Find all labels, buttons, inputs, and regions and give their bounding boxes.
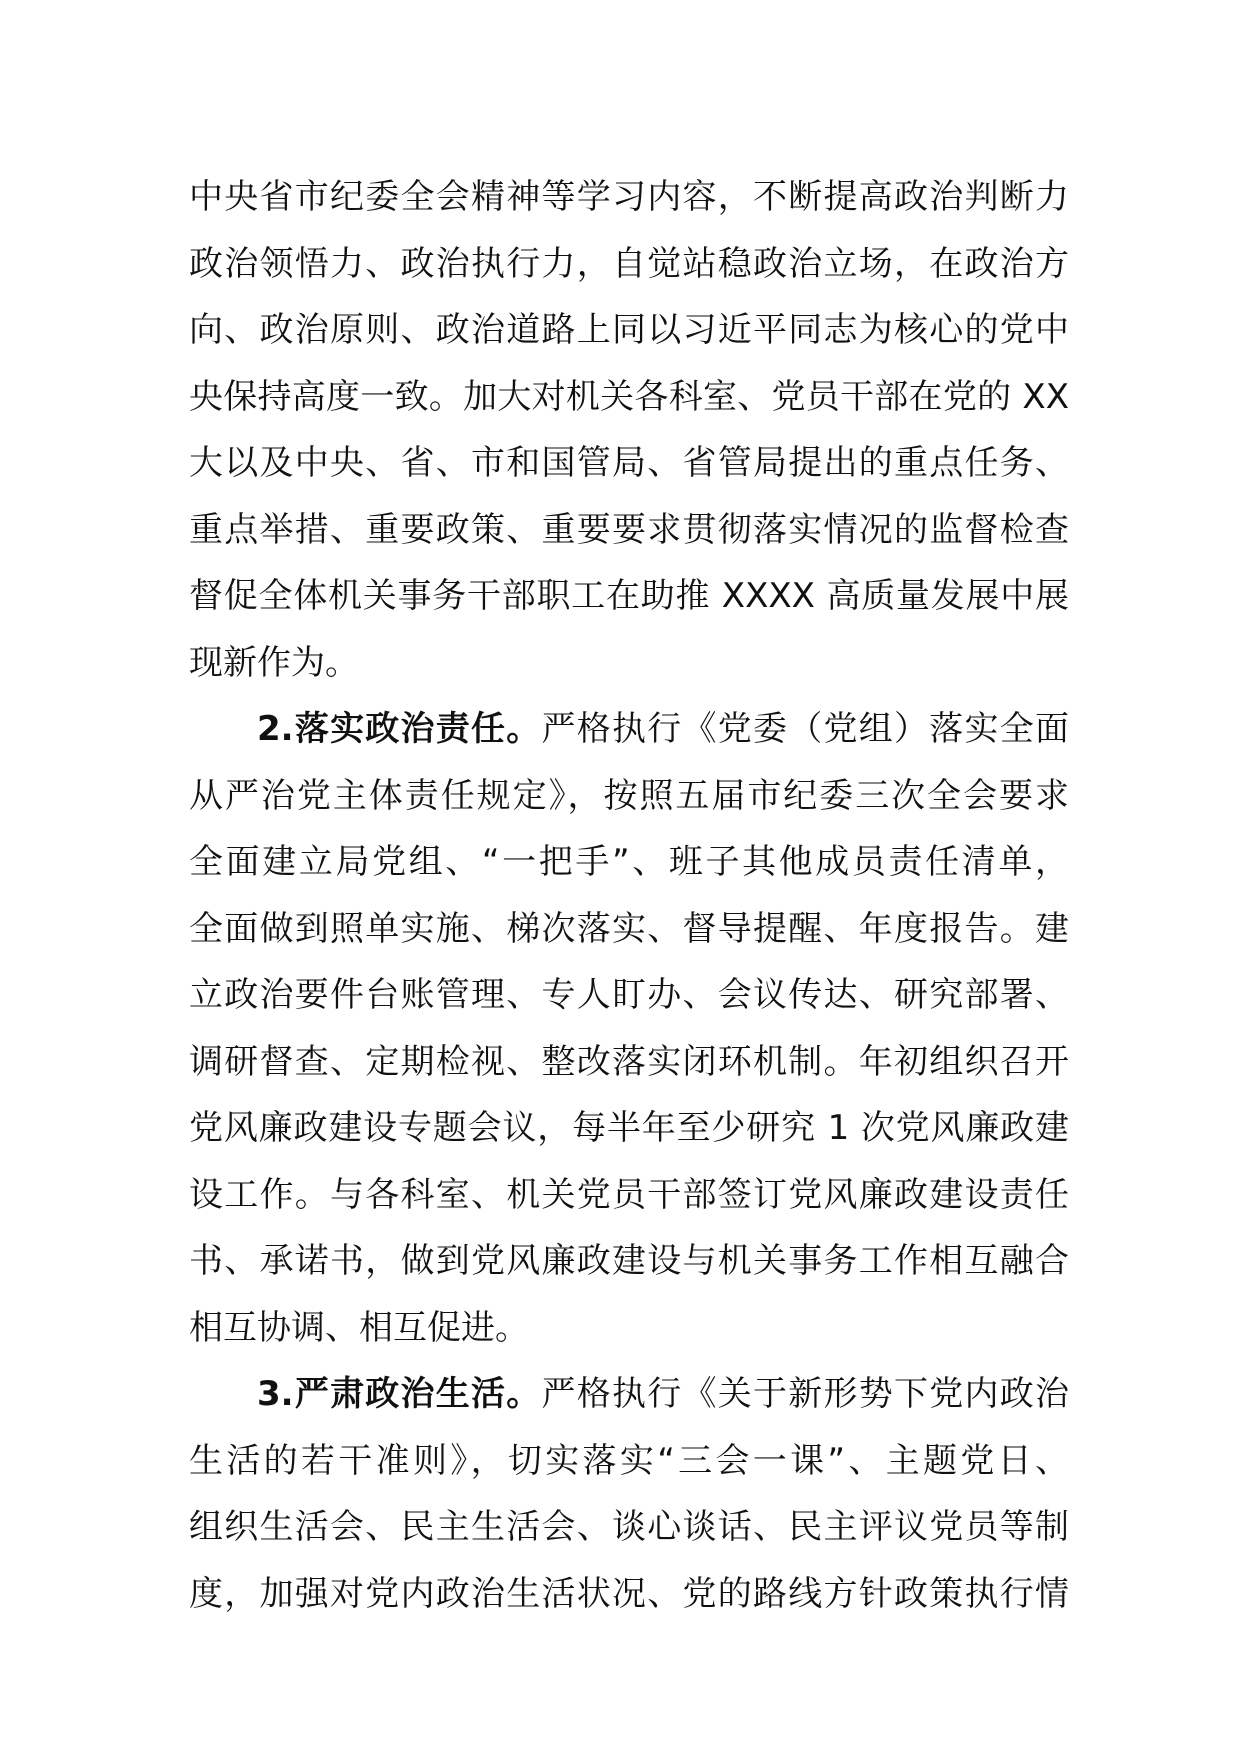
document-body: [189, 164, 1069, 1627]
section-3-first-line-text: 严格执行《关于新形势下党内政治: [541, 1374, 1069, 1414]
section-2-line-9: 书、承诺书，做到党风廉政建设与机关事务工作相互融合: [189, 1241, 1069, 1281]
section-2-first-line-text: 严格执行《党委（党组）落实全面: [541, 709, 1069, 749]
section-3-line-3: 组织生活会、民主生活会、谈心谈话、民主评议党员等制: [189, 1507, 1069, 1547]
section-3-line-2: 生活的若干准则》，切实落实“三会一课”、主题党日、: [189, 1440, 1069, 1481]
section-2-line-2: 从严治党主体责任规定》，按照五届市纪委三次全会要求: [189, 775, 1069, 816]
section-2-heading: 2.落实政治责任。: [257, 709, 542, 749]
section-3-line-4: 度，加强对党内政治生活状况、党的路线方针政策执行情: [189, 1573, 1069, 1614]
paragraph-1-line-5: 大以及中央、省、市和国管局、省管局提出的重点任务、: [189, 443, 1069, 483]
section-2-first-line: [189, 696, 1069, 763]
section-3-heading: 3.严肃政治生活。: [257, 1374, 542, 1414]
paragraph-1-line-3: 向、政治原则、政治道路上同以习近平同志为核心的党中: [189, 310, 1069, 350]
paragraph-1-line-2: 政治领悟力、政治执行力，自觉站稳政治立场，在政治方: [189, 243, 1069, 284]
section-2-line-5: 立政治要件台账管理、专人盯办、会议传达、研究部署、: [189, 975, 1069, 1015]
section-2-line-10: 相互协调、相互促进。: [189, 1307, 529, 1348]
section-3-first-line: [189, 1361, 1069, 1428]
paragraph-1-line-6: 重点举措、重要政策、重要要求贯彻落实情况的监督检查: [189, 509, 1069, 550]
section-2-line-3: 全面建立局党组、“一把手”、班子其他成员责任清单，: [189, 842, 1069, 882]
paragraph-1-line-8: 现新作为。: [189, 642, 359, 683]
section-2-line-6: 调研督查、定期检视、整改落实闭环机制。年初组织召开: [189, 1041, 1069, 1082]
paragraph-1-line-4: 央保持高度一致。加大对机关各科室、党员干部在党的 XX: [189, 376, 1069, 417]
paragraph-1-line-1: 中央省市纪委全会精神等学习内容，不断提高政治判断力: [189, 177, 1069, 217]
paragraph-1-line-7: 督促全体机关事务干部职工在助推 XXXX 高质量发展中展: [189, 576, 1069, 616]
section-2-line-7: 党风廉政建设专题会议，每半年至少研究 1 次党风廉政建: [189, 1108, 1069, 1148]
section-2-line-8: 设工作。与各科室、机关党员干部签订党风廉政建设责任: [189, 1174, 1069, 1215]
section-2-line-4: 全面做到照单实施、梯次落实、督导提醒、年度报告。建: [189, 908, 1069, 949]
